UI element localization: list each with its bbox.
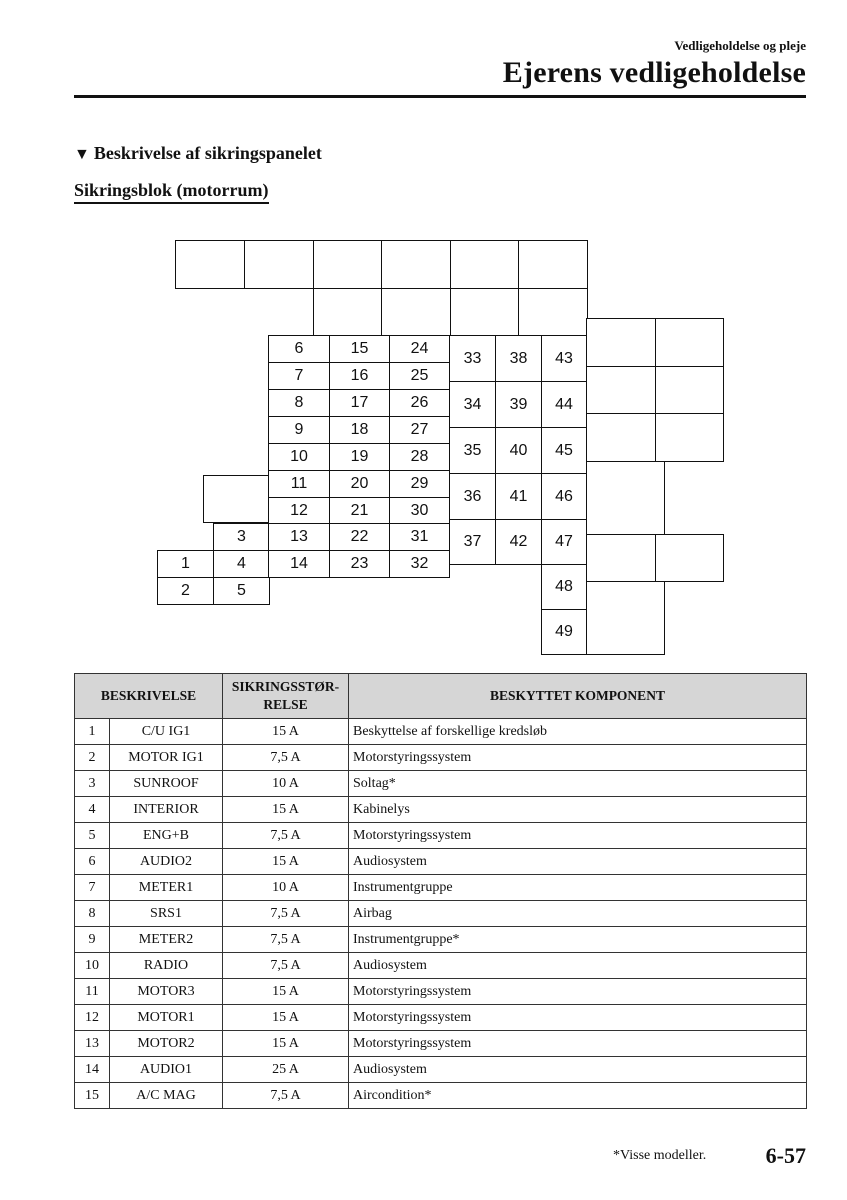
- table-row: [75, 797, 807, 823]
- cell-number: 15: [75, 1083, 110, 1109]
- fuse-12: 12: [268, 497, 330, 525]
- cell-component: Instrumentgruppe: [349, 875, 807, 901]
- table-row: [75, 979, 807, 1005]
- fuse-44: 44: [541, 381, 587, 428]
- fuse-48: 48: [541, 564, 587, 610]
- fuse-35: 35: [449, 427, 496, 474]
- cell-description: INTERIOR: [110, 797, 223, 823]
- cell-number: 11: [75, 979, 110, 1005]
- cell-size: 15 A: [223, 1005, 349, 1031]
- cell-number: 10: [75, 953, 110, 979]
- fuse-slot-empty: [655, 318, 724, 367]
- fuse-29: 29: [389, 470, 450, 498]
- table-row: [75, 901, 807, 927]
- cell-number: 9: [75, 927, 110, 953]
- fuse-21: 21: [329, 497, 390, 525]
- cell-size: 7,5 A: [223, 823, 349, 849]
- cell-number: 14: [75, 1057, 110, 1083]
- cell-size: 10 A: [223, 771, 349, 797]
- fuse-24: 24: [389, 335, 450, 363]
- fuse-slot-empty: [655, 366, 724, 414]
- fuse-slot-empty: [244, 240, 314, 289]
- fuse-9: 9: [268, 416, 330, 444]
- header-size: SIKRINGSSTØR- RELSE: [223, 674, 349, 719]
- fuse-26: 26: [389, 389, 450, 417]
- fuse-47: 47: [541, 519, 587, 565]
- fuse-28: 28: [389, 443, 450, 471]
- section-title: Beskrivelse af sikringspanelet: [93, 143, 322, 163]
- fuse-43: 43: [541, 335, 587, 382]
- fuse-slot-empty: [586, 461, 665, 535]
- cell-description: SUNROOF: [110, 771, 223, 797]
- cell-size: 25 A: [223, 1057, 349, 1083]
- cell-component: Soltag*: [349, 771, 807, 797]
- fuse-31: 31: [389, 523, 450, 551]
- cell-number: 1: [75, 719, 110, 745]
- fuse-slot-empty: [518, 240, 588, 289]
- fuse-4: 4: [213, 550, 270, 578]
- fuse-46: 46: [541, 473, 587, 520]
- fuse-slot-empty: [586, 534, 656, 582]
- fuse-5: 5: [213, 577, 270, 605]
- cell-description: MOTOR IG1: [110, 745, 223, 771]
- cell-number: 12: [75, 1005, 110, 1031]
- fuse-slot-empty: [450, 240, 520, 289]
- cell-component: Audiosystem: [349, 849, 807, 875]
- cell-description: C/U IG1: [110, 719, 223, 745]
- cell-description: METER1: [110, 875, 223, 901]
- cell-description: MOTOR2: [110, 1031, 223, 1057]
- cell-size: 15 A: [223, 1031, 349, 1057]
- fuse-8: 8: [268, 389, 330, 417]
- fuse-41: 41: [495, 473, 542, 520]
- fuse-38: 38: [495, 335, 542, 382]
- cell-size: 15 A: [223, 719, 349, 745]
- header-component: BESKYTTET KOMPONENT: [349, 674, 807, 719]
- fuse-19: 19: [329, 443, 390, 471]
- cell-description: SRS1: [110, 901, 223, 927]
- fuse-slot-empty: [381, 240, 451, 289]
- cell-number: 6: [75, 849, 110, 875]
- fuse-36: 36: [449, 473, 496, 520]
- fuse-slot-empty: [586, 413, 656, 462]
- chapter-title: Ejerens vedligeholdelse: [502, 56, 806, 89]
- fuse-10: 10: [268, 443, 330, 471]
- section-heading: [74, 143, 322, 164]
- cell-component: Aircondition*: [349, 1083, 807, 1109]
- fuse-slot-empty: [586, 366, 656, 414]
- cell-number: 5: [75, 823, 110, 849]
- cell-size: 15 A: [223, 797, 349, 823]
- fuse-slot-empty: [175, 240, 245, 289]
- fuse-15: 15: [329, 335, 390, 363]
- cell-size: 7,5 A: [223, 927, 349, 953]
- table-row: [75, 1005, 807, 1031]
- cell-size: 7,5 A: [223, 953, 349, 979]
- fuse-14: 14: [268, 550, 330, 578]
- fuse-1: 1: [157, 550, 214, 578]
- cell-component: Kabinelys: [349, 797, 807, 823]
- fuse-3: 3: [213, 523, 270, 551]
- fuse-18: 18: [329, 416, 390, 444]
- fuse-slot-empty: [203, 475, 269, 523]
- footnote: *Visse modeller.: [613, 1148, 707, 1163]
- fuse-45: 45: [541, 427, 587, 474]
- cell-number: 7: [75, 875, 110, 901]
- header-description: BESKRIVELSE: [75, 674, 223, 719]
- cell-number: 4: [75, 797, 110, 823]
- fuse-slot-empty: [518, 288, 588, 336]
- cell-component: Airbag: [349, 901, 807, 927]
- fuse-slot-empty: [381, 288, 451, 336]
- table-row: [75, 1057, 807, 1083]
- fuse-17: 17: [329, 389, 390, 417]
- cell-description: RADIO: [110, 953, 223, 979]
- cell-number: 3: [75, 771, 110, 797]
- cell-component: Audiosystem: [349, 1057, 807, 1083]
- fuse-slot-empty: [655, 413, 724, 462]
- fuse-32: 32: [389, 550, 450, 578]
- cell-number: 2: [75, 745, 110, 771]
- fuse-33: 33: [449, 335, 496, 382]
- fuse-13: 13: [268, 523, 330, 551]
- fuse-37: 37: [449, 519, 496, 565]
- fuse-34: 34: [449, 381, 496, 428]
- cell-component: Motorstyringssystem: [349, 1031, 807, 1057]
- fuse-42: 42: [495, 519, 542, 565]
- cell-description: ENG+B: [110, 823, 223, 849]
- fuse-22: 22: [329, 523, 390, 551]
- fuse-27: 27: [389, 416, 450, 444]
- cell-component: Beskyttelse af forskellige kredsløb: [349, 719, 807, 745]
- cell-number: 8: [75, 901, 110, 927]
- cell-description: AUDIO2: [110, 849, 223, 875]
- fuse-25: 25: [389, 362, 450, 390]
- cell-size: 7,5 A: [223, 1083, 349, 1109]
- fuse-30: 30: [389, 497, 450, 525]
- fuse-39: 39: [495, 381, 542, 428]
- fuse-16: 16: [329, 362, 390, 390]
- cell-component: Motorstyringssystem: [349, 979, 807, 1005]
- page-number: 6-57: [765, 1143, 806, 1168]
- fuse-40: 40: [495, 427, 542, 474]
- table-row: [75, 1083, 807, 1109]
- fuse-11: 11: [268, 470, 330, 498]
- table-row: [75, 823, 807, 849]
- header-rule: [74, 95, 806, 98]
- cell-description: MOTOR3: [110, 979, 223, 1005]
- table-row: [75, 745, 807, 771]
- fuse-23: 23: [329, 550, 390, 578]
- cell-description: MOTOR1: [110, 1005, 223, 1031]
- fuse-7: 7: [268, 362, 330, 390]
- table-header-row: [75, 674, 807, 719]
- fuse-6: 6: [268, 335, 330, 363]
- cell-size: 10 A: [223, 875, 349, 901]
- table-row: [75, 875, 807, 901]
- cell-size: 15 A: [223, 849, 349, 875]
- table-row: [75, 953, 807, 979]
- cell-component: Motorstyringssystem: [349, 745, 807, 771]
- section-header: Vedligeholdelse og pleje: [674, 38, 806, 53]
- table-row: [75, 1031, 807, 1057]
- cell-size: 7,5 A: [223, 745, 349, 771]
- cell-number: 13: [75, 1031, 110, 1057]
- cell-component: Motorstyringssystem: [349, 823, 807, 849]
- cell-size: 15 A: [223, 979, 349, 1005]
- cell-description: AUDIO1: [110, 1057, 223, 1083]
- fuse-49: 49: [541, 609, 587, 655]
- table-row: [75, 927, 807, 953]
- fuse-table: [74, 673, 807, 1109]
- table-row: [75, 849, 807, 875]
- cell-component: Instrumentgruppe*: [349, 927, 807, 953]
- cell-description: A/C MAG: [110, 1083, 223, 1109]
- fuse-slot-empty: [450, 288, 520, 336]
- cell-component: Audiosystem: [349, 953, 807, 979]
- cell-description: METER2: [110, 927, 223, 953]
- cell-size: 7,5 A: [223, 901, 349, 927]
- fuse-2: 2: [157, 577, 214, 605]
- fuse-20: 20: [329, 470, 390, 498]
- subsection-title: Sikringsblok (motorrum): [74, 180, 269, 204]
- fuse-slot-empty: [586, 318, 656, 367]
- table-row: [75, 771, 807, 797]
- cell-component: Motorstyringssystem: [349, 1005, 807, 1031]
- fuse-slot-empty: [313, 240, 383, 289]
- fuse-slot-empty: [586, 581, 665, 655]
- triangle-marker-icon: ▼: [74, 146, 90, 163]
- fuse-slot-empty: [313, 288, 383, 336]
- fuse-slot-empty: [655, 534, 724, 582]
- table-row: [75, 719, 807, 745]
